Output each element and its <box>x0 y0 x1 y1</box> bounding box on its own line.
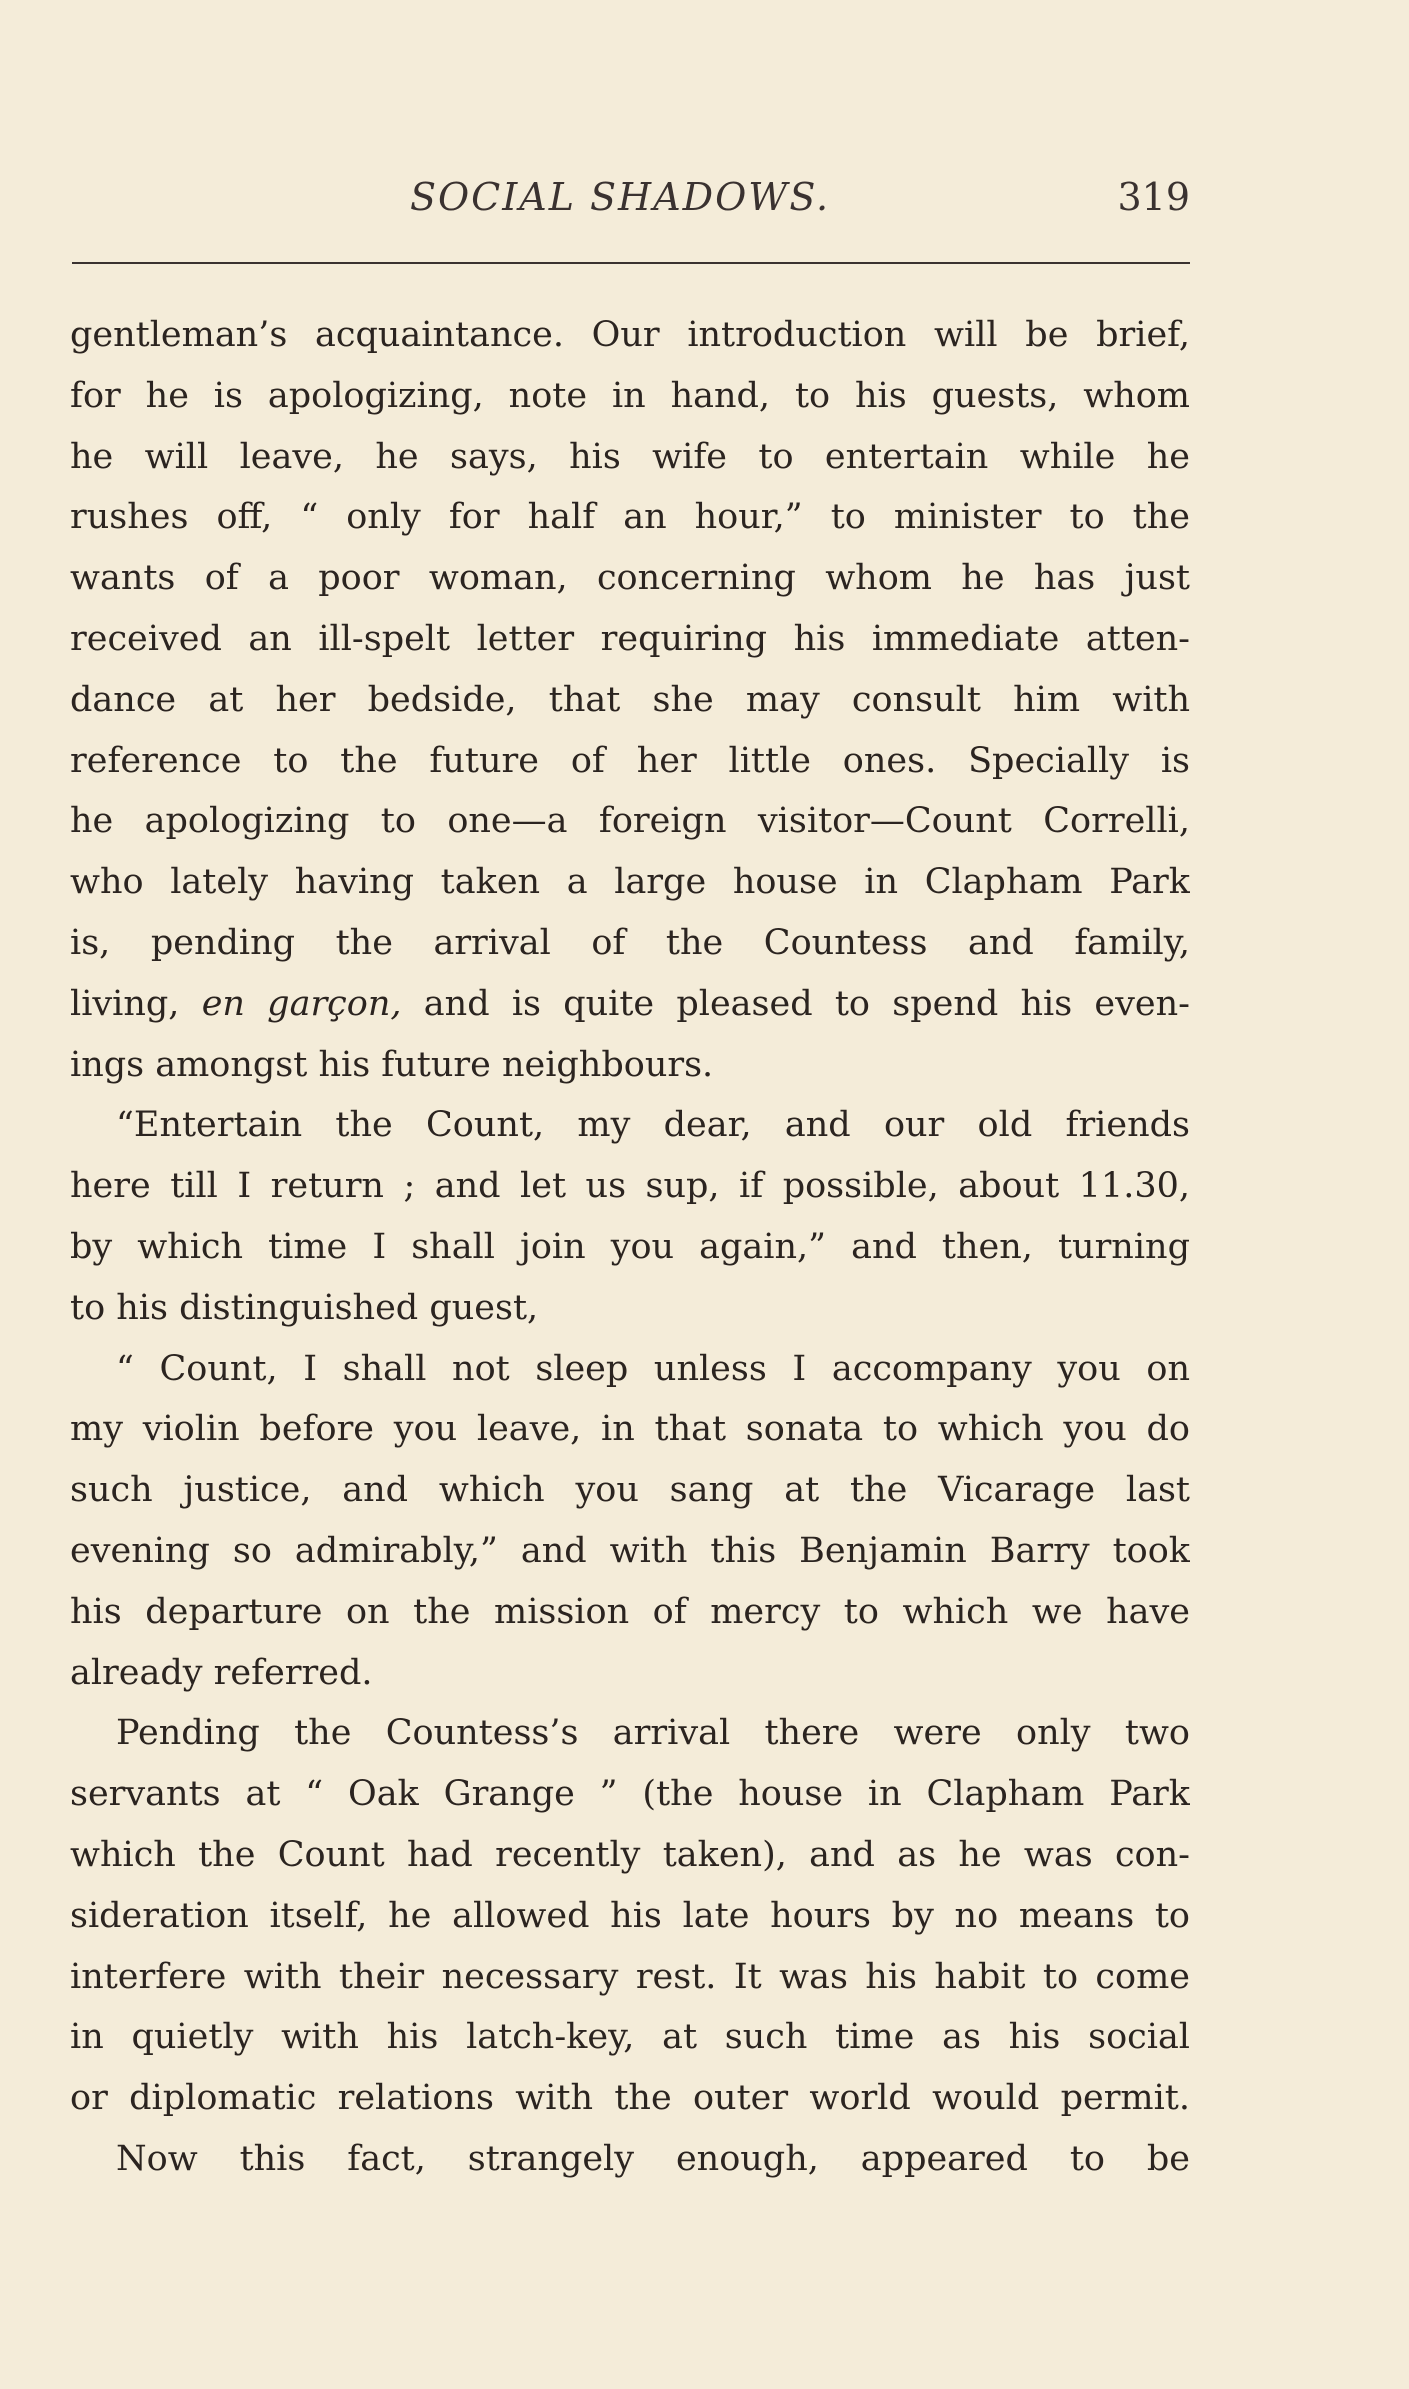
text-line: he will leave, he says, his wife to entertain while he <box>70 436 1190 477</box>
text-line: who lately having taken a large house in Clapham Park <box>70 862 1190 903</box>
text-line: Pending the Countess’s arrival there were only two <box>116 1713 1190 1754</box>
text-line: servants at “ Oak Grange ” (the house in Clapham Park <box>70 1774 1190 1815</box>
text-line: “Entertain the Count, my dear, and our old friends <box>116 1105 1190 1146</box>
body-text <box>70 305 1190 2190</box>
text-line: evening so admirably,” and with this Benjamin Barry took <box>70 1530 1190 1571</box>
text-line: here till I return ; and let us sup, if possible, about 11.30, <box>70 1166 1190 1207</box>
text-line: gentleman’s acquaintance. Our introduction will be brief, <box>70 315 1190 355</box>
text-line: Now this fact, strangely enough, appeared to be <box>116 2138 1190 2179</box>
text-line: in quietly with his latch-key, at such time as his social <box>70 2017 1190 2058</box>
text-line: dance at her bedside, that she may consult him with <box>70 679 1190 720</box>
text-line: rushes off, “ only for half an hour,” to minister to the <box>70 497 1190 538</box>
text-line: he apologizing to one—a foreign visitor—Count Correlli, <box>70 801 1190 842</box>
running-title: SOCIAL SHADOWS. <box>410 175 831 219</box>
text-line: reference to the future of her little ones. Specially is <box>70 740 1190 781</box>
text-line: ings amongst his future neighbours. <box>70 1044 714 1085</box>
text-line: his departure on the mission of mercy to which we have <box>70 1591 1190 1632</box>
text-line: my violin before you leave, in that sonata to which you do <box>70 1409 1190 1450</box>
text-line: or diplomatic relations with the outer world would permit. <box>70 2078 1190 2119</box>
text-line: “ Count, I shall not sleep unless I accompany you on <box>116 1348 1190 1389</box>
text-line: is, pending the arrival of the Countess and family, <box>70 922 1190 963</box>
text-line: sideration itself, he allowed his late hours by no means to <box>70 1895 1190 1936</box>
italic-phrase: en garçon, <box>201 983 402 1024</box>
text-line: such justice, and which you sang at the Vicarage last <box>70 1470 1190 1511</box>
text-line: wants of a poor woman, concerning whom he has just <box>70 558 1190 599</box>
line-part-after: and is quite pleased to spend his even- <box>423 983 1190 1024</box>
text-line: which the Count had recently taken), and as he was con- <box>70 1834 1190 1875</box>
text-line-with-italic <box>70 974 1190 1035</box>
page-number: 319 <box>1117 175 1190 219</box>
text-line: received an ill-spelt letter requiring his immediate atten- <box>70 618 1190 659</box>
header-rule <box>72 262 1190 264</box>
text-line: for he is apologizing, note in hand, to his guests, whom <box>70 375 1190 416</box>
line-part-before: living, <box>70 983 180 1024</box>
text-line: already referred. <box>70 1652 373 1693</box>
text-line: interfere with their necessary rest. It was his habit to come <box>70 1956 1190 1997</box>
running-head <box>70 172 1190 222</box>
text-line: by which time I shall join you again,” and then, turning <box>70 1226 1190 1267</box>
text-line: to his distinguished guest, <box>70 1287 539 1328</box>
